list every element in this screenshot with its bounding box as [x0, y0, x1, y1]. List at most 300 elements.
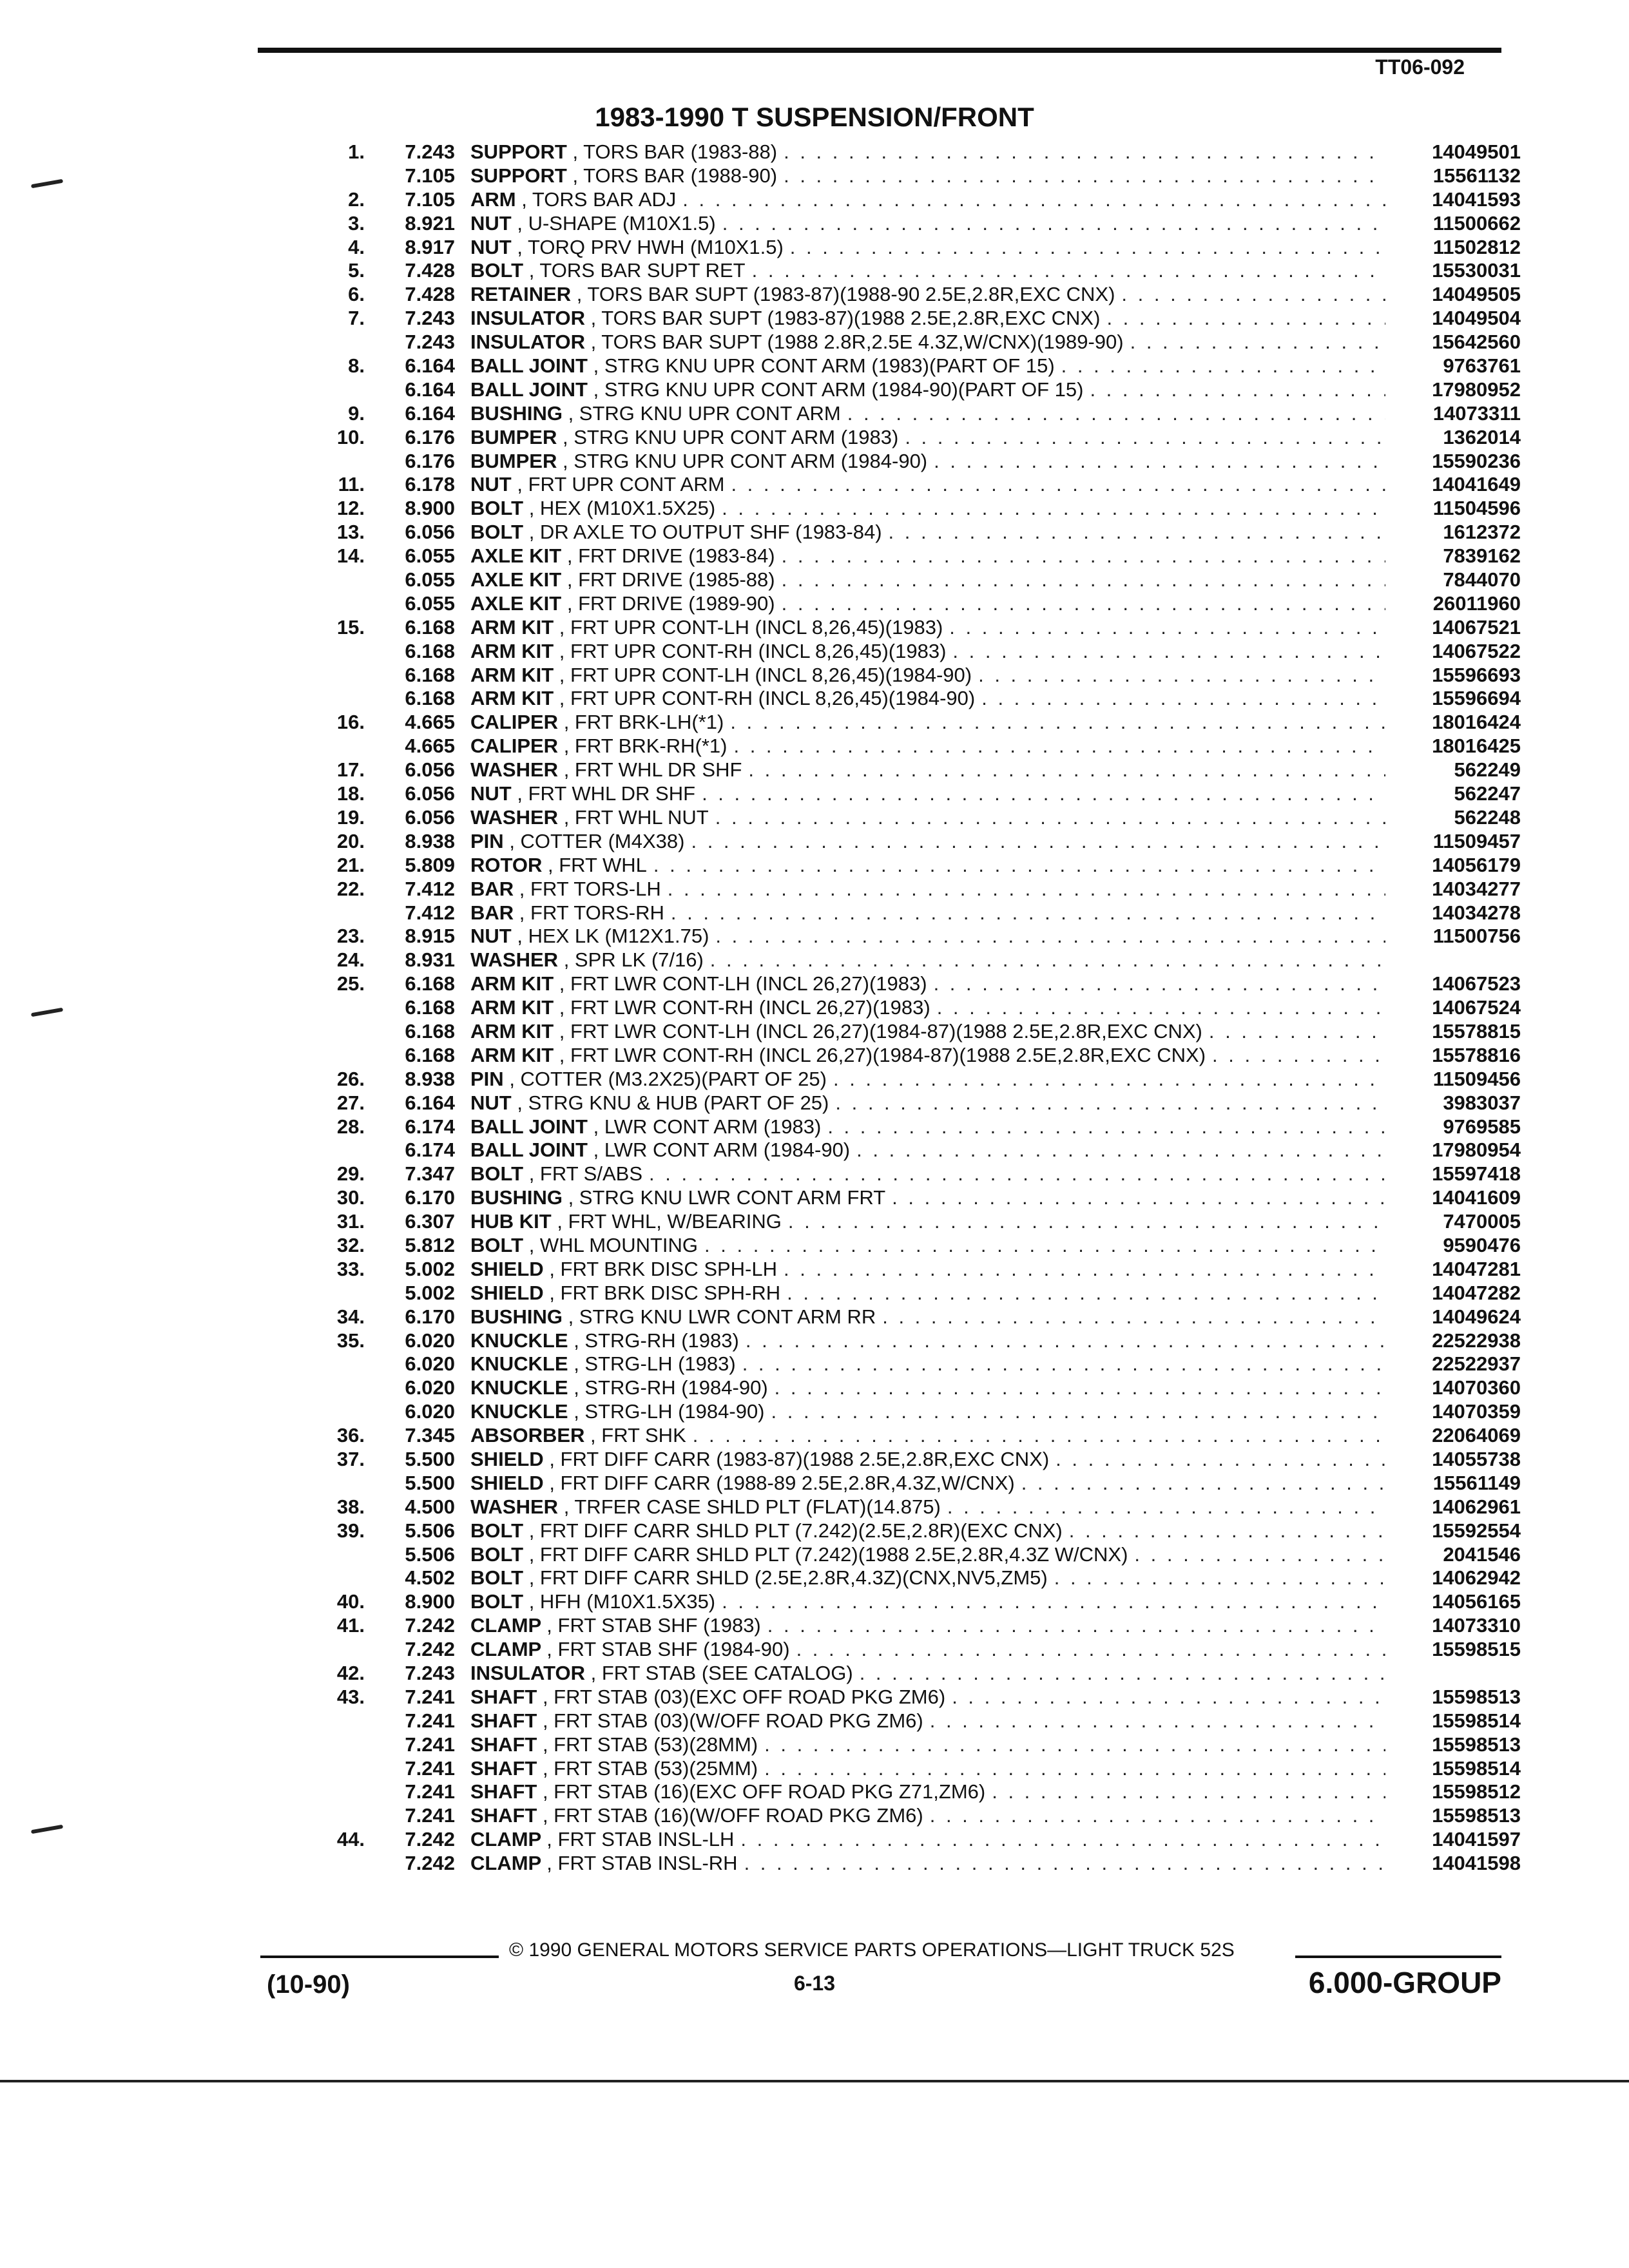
group-number: 7.242: [405, 1638, 455, 1661]
item-number: 5.: [348, 259, 365, 282]
group-number: 7.347: [405, 1162, 455, 1186]
table-row: [303, 212, 1521, 236]
table-row: [303, 878, 1521, 901]
item-number: 34.: [336, 1305, 365, 1328]
part-description: [470, 1115, 821, 1139]
group-number: 6.168: [405, 996, 455, 1019]
part-detail: , TORS BAR (1988-90): [572, 164, 778, 187]
footer-group: 6.000-GROUP: [1308, 1966, 1501, 1999]
part-name: SHAFT: [470, 1733, 537, 1756]
part-number: 14049505: [1432, 283, 1521, 306]
part-number: 14041649: [1432, 473, 1521, 496]
part-name: ARM KIT: [470, 1019, 554, 1043]
item-number: 7.: [348, 307, 365, 330]
part-number: 14055738: [1432, 1447, 1521, 1470]
part-description: [470, 307, 1100, 331]
dot-leader: [682, 188, 1385, 212]
group-number: 6.056: [405, 782, 455, 805]
part-detail: , FRT DIFF CARR SHLD PLT (7.242)(1988 2.5E,2.8R,4.3Z W/CNX): [528, 1542, 1128, 1566]
part-number: 14041598: [1432, 1852, 1521, 1875]
part-name: AXLE KIT: [470, 544, 562, 568]
part-description: [470, 140, 777, 164]
part-name: SUPPORT: [470, 164, 567, 187]
table-row: [303, 1400, 1521, 1424]
table-row: [303, 1519, 1521, 1543]
part-detail: , STRG KNU LWR CONT ARM RR: [568, 1305, 876, 1328]
part-detail: , FRT WHL: [548, 853, 647, 876]
table-row: [303, 1115, 1521, 1139]
part-name: WASHER: [470, 805, 559, 829]
part-number: 15561149: [1432, 1471, 1521, 1494]
table-row: [303, 1780, 1521, 1804]
table-row: [303, 378, 1521, 402]
dot-leader: [722, 497, 1385, 521]
part-number: 15598512: [1432, 1780, 1521, 1803]
part-number: 15598514: [1432, 1709, 1521, 1732]
part-number: 15597418: [1432, 1162, 1521, 1186]
group-number: 5.506: [405, 1519, 455, 1542]
part-name: ARM KIT: [470, 996, 554, 1019]
table-row: [303, 497, 1521, 521]
item-number: 31.: [336, 1210, 365, 1233]
table-row: [303, 1305, 1521, 1329]
part-detail: , FRT BRK-RH(*1): [563, 735, 728, 758]
table-row: [303, 664, 1521, 687]
dot-leader: [1130, 331, 1385, 354]
group-number: 7.242: [405, 1852, 455, 1875]
part-number: 15598513: [1432, 1804, 1521, 1827]
group-number: 7.242: [405, 1828, 455, 1851]
item-number: 13.: [336, 521, 365, 544]
part-number: 14049624: [1432, 1305, 1521, 1328]
part-detail: , FRT STAB INSL-LH: [546, 1828, 735, 1851]
part-number: 15598513: [1432, 1685, 1521, 1708]
footer-rule-left: [260, 1956, 499, 1958]
item-number: 37.: [336, 1447, 365, 1470]
item-number: 35.: [336, 1329, 365, 1352]
dot-leader: [947, 1495, 1385, 1519]
part-number: 562247: [1454, 782, 1521, 805]
part-name: ARM KIT: [470, 639, 554, 662]
dot-leader: [710, 948, 1385, 972]
table-row: [303, 592, 1521, 616]
item-number: 36.: [336, 1424, 365, 1447]
part-name: CALIPER: [470, 735, 559, 758]
part-number: 14070359: [1432, 1400, 1521, 1423]
part-number: 15590236: [1432, 449, 1521, 472]
part-number: 15578816: [1432, 1043, 1521, 1066]
part-description: [470, 1020, 1202, 1044]
part-detail: , FRT BRK DISC SPH-RH: [549, 1281, 781, 1304]
part-detail: , LWR CONT ARM (1984-90): [593, 1139, 851, 1162]
part-description: [470, 1258, 777, 1282]
page-number: 6-13: [793, 1972, 836, 1995]
dot-leader: [833, 1068, 1385, 1091]
part-name: ARM KIT: [470, 1043, 554, 1066]
group-number: 6.176: [405, 449, 455, 472]
dot-leader: [740, 1828, 1385, 1852]
part-name: PIN: [470, 829, 504, 852]
part-detail: , FRT LWR CONT-RH (INCL 26,27)(1984-87)(1988 2.5E,2.8R,EXC CNX): [559, 1043, 1206, 1066]
table-row: [303, 830, 1521, 854]
part-description: [470, 782, 695, 806]
dot-leader: [775, 1376, 1385, 1400]
group-number: 6.168: [405, 663, 455, 686]
item-number: 11.: [338, 473, 365, 496]
part-detail: , FRT DRIVE (1985-88): [566, 568, 775, 591]
group-number: 5.500: [405, 1471, 455, 1494]
part-detail: , STRG KNU UPR CONT ARM (1983)(PART OF 15): [593, 354, 1055, 378]
group-number: 5.812: [405, 1233, 455, 1256]
table-row: [303, 1424, 1521, 1448]
dot-leader: [649, 1162, 1385, 1186]
part-name: BOLT: [470, 1162, 524, 1186]
group-number: 7.241: [405, 1756, 455, 1780]
dot-leader: [1054, 1566, 1385, 1590]
dot-leader: [952, 1686, 1385, 1709]
dot-leader: [978, 664, 1385, 687]
part-description: [470, 236, 784, 260]
item-number: 40.: [336, 1590, 365, 1613]
item-number: 18.: [336, 782, 365, 805]
item-number: 38.: [336, 1495, 365, 1518]
part-description: [470, 544, 775, 568]
table-row: [303, 1162, 1521, 1186]
part-detail: , FRT DIFF CARR (1983-87)(1988 2.5E,2.8R,EXC CNX): [549, 1447, 1050, 1470]
part-name: CLAMP: [470, 1638, 541, 1661]
part-number: 15530031: [1432, 259, 1521, 282]
part-description: [470, 1757, 758, 1781]
item-number: 22.: [336, 877, 365, 900]
dot-leader: [1106, 307, 1385, 331]
part-detail: , STRG KNU UPR CONT ARM (1984-90)(PART OF 15): [593, 378, 1084, 401]
part-name: INSULATOR: [470, 331, 585, 354]
group-number: 7.412: [405, 877, 455, 900]
part-detail: , FRT UPR CONT-LH (INCL 8,26,45)(1984-90): [559, 663, 972, 686]
item-number: 25.: [336, 972, 365, 995]
part-number: 14034277: [1432, 877, 1521, 900]
part-name: KNUCKLE: [470, 1400, 568, 1423]
copyright-notice: © 1990 GENERAL MOTORS SERVICE PARTS OPERATIONS—LIGHT TRUCK 52S: [509, 1939, 1235, 1961]
part-detail: , STRG-LH (1984-90): [574, 1400, 765, 1423]
part-name: NUT: [470, 925, 512, 948]
group-number: 6.168: [405, 639, 455, 662]
part-description: [470, 948, 704, 972]
dot-leader: [889, 521, 1385, 544]
group-number: 8.931: [405, 948, 455, 972]
part-description: [470, 473, 724, 497]
part-description: [470, 1424, 686, 1448]
table-row: [303, 806, 1521, 830]
table-row: [303, 1282, 1521, 1305]
part-number: 14049501: [1432, 140, 1521, 163]
part-name: SHAFT: [470, 1756, 537, 1780]
table-row: [303, 164, 1521, 188]
dot-leader: [835, 1091, 1385, 1115]
dot-leader: [782, 568, 1385, 592]
part-number: 14056165: [1432, 1590, 1521, 1613]
part-description: [470, 1472, 1015, 1495]
part-detail: , FRT UPR CONT ARM: [517, 473, 725, 496]
part-description: [470, 450, 927, 474]
part-name: SUPPORT: [470, 140, 567, 163]
group-number: 6.164: [405, 401, 455, 425]
part-detail: , FRT UPR CONT-LH (INCL 8,26,45)(1983): [559, 615, 943, 639]
part-number: 9769585: [1443, 1115, 1521, 1138]
table-row: [303, 354, 1521, 378]
table-row: [303, 568, 1521, 592]
item-number: 2.: [348, 187, 365, 211]
part-description: [470, 1400, 765, 1424]
dot-leader: [782, 592, 1385, 616]
part-description: [470, 497, 715, 521]
table-row: [303, 140, 1521, 164]
part-description: [470, 806, 709, 830]
part-detail: , FRT STAB (03)(EXC OFF ROAD PKG ZM6): [542, 1685, 946, 1708]
part-detail: , COTTER (M3.2X25)(PART OF 25): [509, 1067, 827, 1090]
table-row: [303, 711, 1521, 735]
part-name: NUT: [470, 1091, 512, 1114]
part-number: 15596693: [1432, 663, 1521, 686]
part-description: [470, 1329, 739, 1353]
part-detail: , TORS BAR ADJ: [521, 187, 677, 211]
part-detail: , FRT WHL, W/BEARING: [557, 1210, 782, 1233]
group-number: 6.168: [405, 615, 455, 639]
part-name: SHAFT: [470, 1709, 537, 1732]
part-name: KNUCKLE: [470, 1352, 568, 1376]
part-detail: , TORS BAR SUPT RET: [528, 259, 746, 282]
dot-leader: [671, 901, 1385, 925]
part-description: [470, 1804, 923, 1828]
part-detail: , STRG KNU UPR CONT ARM (1984-90): [562, 449, 928, 472]
table-row: [303, 1495, 1521, 1519]
dot-leader: [1021, 1472, 1385, 1495]
part-number: 14073311: [1432, 401, 1521, 425]
table-row: [303, 1566, 1521, 1590]
part-name: BOLT: [470, 259, 524, 282]
part-name: ARM KIT: [470, 615, 554, 639]
part-name: WASHER: [470, 1495, 559, 1518]
part-number: 7839162: [1443, 544, 1521, 568]
dot-leader: [882, 1305, 1385, 1329]
part-detail: , TORS BAR (1983-88): [572, 140, 778, 163]
dot-leader: [767, 1614, 1385, 1638]
group-number: 6.170: [405, 1186, 455, 1209]
part-description: [470, 1282, 780, 1305]
item-number: 10.: [336, 425, 365, 448]
part-description: [470, 1448, 1049, 1472]
bottom-rule: [0, 2080, 1629, 2082]
part-number: 14062961: [1432, 1495, 1521, 1518]
table-row: [303, 426, 1521, 450]
item-number: 42.: [336, 1662, 365, 1684]
part-description: [470, 521, 882, 544]
group-number: 6.020: [405, 1400, 455, 1423]
part-name: BALL JOINT: [470, 378, 588, 401]
table-row: [303, 1448, 1521, 1472]
dot-leader: [892, 1186, 1385, 1210]
table-row: [303, 925, 1521, 948]
part-number: 18016424: [1432, 711, 1521, 734]
group-number: 6.056: [405, 521, 455, 544]
part-name: NUT: [470, 473, 512, 496]
item-number: 8.: [348, 354, 365, 378]
dot-leader: [1055, 1448, 1385, 1472]
part-description: [470, 1186, 885, 1210]
part-number: 562248: [1454, 805, 1521, 829]
item-number: 4.: [348, 235, 365, 258]
table-row: [303, 1733, 1521, 1757]
table-row: [303, 735, 1521, 758]
dot-leader: [653, 854, 1385, 878]
part-description: [470, 711, 724, 735]
table-row: [303, 307, 1521, 331]
table-row: [303, 1258, 1521, 1282]
table-row: [303, 1757, 1521, 1781]
item-number: 6.: [348, 283, 365, 306]
table-row: [303, 521, 1521, 544]
part-description: [470, 1662, 853, 1686]
part-number: 11500662: [1432, 211, 1521, 235]
table-row: [303, 901, 1521, 925]
part-name: BUMPER: [470, 449, 557, 472]
part-name: ARM KIT: [470, 687, 554, 710]
group-number: 6.055: [405, 568, 455, 591]
part-number: 14073310: [1432, 1614, 1521, 1637]
part-detail: , FRT UPR CONT-RH (INCL 8,26,45)(1984-90): [559, 687, 976, 710]
part-description: [470, 259, 746, 283]
part-name: BUSHING: [470, 1186, 563, 1209]
group-number: 7.241: [405, 1780, 455, 1803]
item-number: 20.: [336, 829, 365, 852]
group-number: 7.412: [405, 901, 455, 924]
item-number: 21.: [336, 853, 365, 876]
part-description: [470, 901, 664, 925]
part-detail: , U-SHAPE (M10X1.5): [517, 211, 716, 235]
dot-leader: [952, 640, 1385, 664]
top-rule: [258, 48, 1501, 53]
part-number: 22064069: [1432, 1424, 1521, 1447]
group-number: 5.500: [405, 1447, 455, 1470]
part-description: [470, 1210, 782, 1234]
part-description: [470, 1234, 698, 1258]
part-description: [470, 1139, 850, 1162]
part-name: BALL JOINT: [470, 1115, 588, 1138]
part-name: CLAMP: [470, 1852, 541, 1875]
part-description: [470, 1852, 738, 1876]
part-number: 15598514: [1432, 1756, 1521, 1780]
item-number: 9.: [348, 401, 365, 425]
group-number: 5.809: [405, 853, 455, 876]
part-detail: , FRT DIFF CARR SHLD (2.5E,2.8R,4.3Z)(CNX,NV5,ZM5): [528, 1566, 1048, 1590]
part-number: 1612372: [1443, 521, 1521, 544]
part-detail: , FRT TORS-LH: [519, 877, 661, 900]
part-description: [470, 616, 943, 640]
part-description: [470, 925, 709, 948]
part-detail: , FRT WHL NUT: [563, 805, 709, 829]
dot-leader: [771, 1400, 1385, 1424]
table-row: [303, 616, 1521, 640]
dot-leader: [730, 711, 1385, 735]
part-description: [470, 1709, 923, 1733]
footer-date: (10-90): [267, 1970, 350, 1999]
part-number: 15592554: [1432, 1519, 1521, 1542]
part-detail: , HEX (M10X1.5X25): [528, 497, 716, 520]
part-description: [470, 188, 676, 212]
dot-leader: [702, 782, 1385, 806]
dot-leader: [752, 259, 1385, 283]
part-detail: , FRT WHL DR SHF: [563, 758, 742, 782]
part-detail: , STRG KNU UPR CONT ARM: [568, 401, 841, 425]
part-name: BUSHING: [470, 401, 563, 425]
dot-leader: [746, 1329, 1385, 1353]
part-number: 14067521: [1432, 615, 1521, 639]
group-number: 6.168: [405, 1019, 455, 1043]
group-number: 7.243: [405, 331, 455, 354]
part-detail: , FRT STAB (53)(25MM): [542, 1756, 758, 1780]
table-row: [303, 1852, 1521, 1876]
part-number: 22522937: [1432, 1352, 1521, 1376]
part-name: AXLE KIT: [470, 591, 562, 615]
table-row: [303, 1210, 1521, 1234]
dot-leader: [790, 236, 1385, 260]
page-title: 1983-1990 T SUSPENSION/FRONT: [595, 102, 1034, 132]
item-number: 17.: [336, 758, 365, 782]
part-description: [470, 854, 647, 878]
part-detail: , LWR CONT ARM (1983): [593, 1115, 822, 1138]
dot-leader: [787, 1282, 1385, 1305]
part-description: [470, 331, 1124, 354]
dot-leader: [796, 1638, 1385, 1662]
part-number: 15596694: [1432, 687, 1521, 710]
part-number: 11509456: [1432, 1067, 1521, 1090]
part-description: [470, 1780, 985, 1804]
part-description: [470, 972, 927, 996]
table-row: [303, 1543, 1521, 1567]
dot-leader: [1090, 378, 1385, 402]
item-number: 26.: [336, 1067, 365, 1090]
group-number: 6.178: [405, 473, 455, 496]
group-number: 5.506: [405, 1542, 455, 1566]
item-number: 39.: [336, 1519, 365, 1542]
group-number: 8.938: [405, 1067, 455, 1090]
part-description: [470, 1638, 790, 1662]
part-number: 14041609: [1432, 1186, 1521, 1209]
parts-list: [303, 140, 1521, 1876]
dot-leader: [748, 758, 1385, 782]
group-number: 5.002: [405, 1257, 455, 1280]
table-row: [303, 544, 1521, 568]
table-row: [303, 854, 1521, 878]
dot-leader: [691, 830, 1385, 854]
part-detail: , FRT BRK-LH(*1): [563, 711, 724, 734]
part-detail: , FRT DIFF CARR (1988-89 2.5E,2.8R,4.3Z,W/CNX): [549, 1471, 1015, 1494]
part-description: [470, 758, 742, 782]
dot-leader: [949, 616, 1385, 640]
table-row: [303, 972, 1521, 996]
group-number: 7.105: [405, 164, 455, 187]
part-name: BOLT: [470, 1566, 524, 1590]
part-description: [470, 1733, 758, 1757]
part-description: [470, 1162, 642, 1186]
part-detail: , TORS BAR SUPT (1983-87)(1988-90 2.5E,2.8R,EXC CNX): [576, 283, 1115, 306]
part-detail: , FRT STAB (03)(W/OFF ROAD PKG ZM6): [542, 1709, 923, 1732]
part-detail: , STRG-LH (1983): [574, 1352, 736, 1376]
table-row: [303, 1804, 1521, 1828]
part-description: [470, 1376, 768, 1400]
part-description: [470, 1495, 941, 1519]
table-row: [303, 188, 1521, 212]
